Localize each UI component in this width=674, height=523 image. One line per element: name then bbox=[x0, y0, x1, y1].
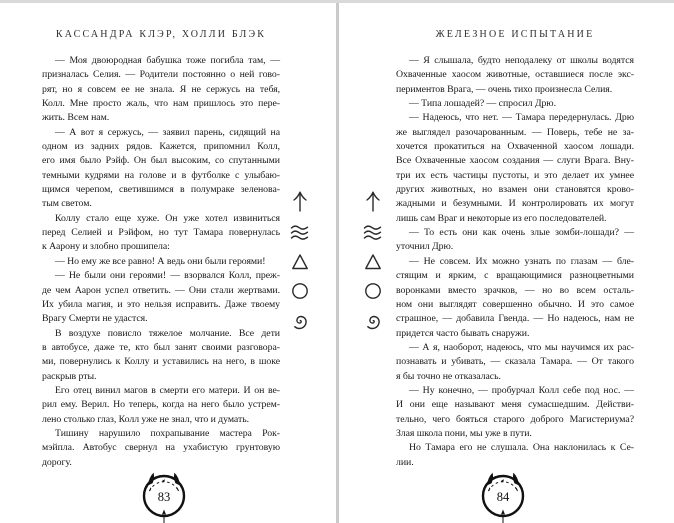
text-line: же выглядел разочарованным. — Поверь, тебе не за- bbox=[396, 126, 634, 138]
text-line: — Я слышала, будто неподалеку от школы водятся bbox=[409, 55, 634, 66]
text-line: дорогу. bbox=[42, 456, 72, 468]
paragraph bbox=[42, 327, 280, 384]
paragraph bbox=[396, 226, 634, 255]
paragraph bbox=[42, 126, 280, 212]
text-line: де чем Аарон успел ответить. — Они стали жертвами. bbox=[42, 284, 280, 296]
text-line: тым светом. bbox=[42, 198, 92, 210]
text-line: я бы точно не отказалась. bbox=[396, 370, 501, 382]
spiral-icon bbox=[289, 311, 311, 331]
paragraph bbox=[396, 255, 634, 341]
text-line: ном они выглядят совершенно обычно. И это самое bbox=[396, 298, 634, 310]
text-line: — Моя двоюродная бабушка тоже погибла там, — bbox=[55, 55, 280, 66]
text-line: его имя было Рэйф. Он был высоким, со спутанными bbox=[42, 155, 280, 167]
text-line: ми, повернулись к Коллу и уставились на него, в шоке bbox=[42, 356, 280, 368]
triangle-icon bbox=[362, 252, 384, 271]
text-line: других животных, но взамен они становятся крово- bbox=[396, 184, 634, 196]
arrow-up-icon bbox=[362, 189, 384, 213]
text-line: Коллу стало еще хуже. Он уже хотел извиниться bbox=[55, 212, 280, 224]
text-line: щимся черепом, светившимся в полумраке зеленова- bbox=[42, 184, 280, 196]
page-number-ornament bbox=[475, 470, 531, 523]
paragraph bbox=[42, 427, 280, 470]
paragraph bbox=[396, 441, 634, 470]
text-line: одном из задних рядов. Кажется, припомнил Колл, bbox=[42, 141, 280, 153]
text-line: Его отец винил магов в смерти его матери. И он ве- bbox=[55, 384, 280, 396]
text-line: хочется прокатиться на Охваченной хаосом лошади. bbox=[396, 141, 634, 153]
text-line: И они еще называют меня сумасшедшим. Действи- bbox=[396, 399, 634, 411]
text-line: перед Селией и Рэйфом, но тут Тамара повернулась bbox=[42, 227, 280, 239]
paragraph bbox=[42, 255, 280, 269]
page-number-ornament bbox=[136, 470, 192, 523]
text-line: придется часто бывать снаружи. bbox=[396, 327, 530, 339]
text-line: воронками вместо зрачков, — но во всем осталь- bbox=[396, 284, 634, 296]
text-line: — Надеюсь, что нет. — Тамара передернулась. Дрю bbox=[409, 112, 634, 124]
text-line: — А я, наоборот, надеюсь, что мы научимся их рас- bbox=[409, 341, 634, 353]
paragraph bbox=[42, 269, 280, 326]
right-page-text bbox=[396, 54, 634, 470]
running-header-title: ЖЕЛЕЗНОЕ ИСПЫТАНИЕ bbox=[435, 29, 595, 40]
text-line: мэйпла. Автобус свернул на ухабистую грунтовую bbox=[42, 442, 280, 454]
circle-icon bbox=[289, 282, 311, 300]
text-line: Но Тамара его не слушала. Она наклонилась к Се- bbox=[409, 442, 634, 454]
text-line: Тишину нарушило похрапывание мастера Рок- bbox=[55, 427, 280, 439]
running-header-author: КАССАНДРА КЛЭР, ХОЛЛИ БЛЭК bbox=[55, 29, 267, 40]
text-line: темными кудрями на голове и в футболке с улыбаю- bbox=[42, 169, 280, 181]
page-divider bbox=[336, 3, 339, 523]
paragraph bbox=[396, 384, 634, 441]
text-line: — А вот я сержусь, — заявил парень, сидящий на bbox=[55, 126, 280, 138]
paragraph bbox=[42, 212, 280, 255]
page-number: 84 bbox=[496, 490, 510, 504]
text-line: три их есть частицы пустоты, и это делает их умнее bbox=[396, 169, 634, 181]
text-line: лишь сам Враг и некоторые из его последователей. bbox=[396, 212, 607, 224]
waves-icon bbox=[362, 224, 384, 241]
waves-icon bbox=[289, 224, 311, 241]
triangle-icon bbox=[289, 252, 311, 271]
page-number: 83 bbox=[157, 490, 171, 504]
circle-icon bbox=[362, 282, 384, 300]
arrow-up-icon bbox=[289, 189, 311, 213]
text-line: — Не совсем. Их можно узнать по глазам — бле- bbox=[409, 255, 634, 267]
text-line: В воздухе повисло тяжелое молчание. Все дети bbox=[55, 327, 280, 339]
text-line: страшное, — добавила Гвенда. — Но надеюсь, нам не bbox=[396, 313, 634, 325]
text-line: Все Охваченные хаосом создания — слуги Врага. Вну- bbox=[396, 155, 634, 167]
paragraph bbox=[396, 97, 634, 111]
text-line: стящим и ярким, с вращающимися разноцветными bbox=[396, 270, 634, 282]
text-line: — Не были они героями! — взорвался Колл, преж- bbox=[55, 270, 280, 282]
text-line: лено столько глаз, Колл уже не знал, что и думать. bbox=[42, 413, 250, 425]
text-line: Врагу Смерти не удастся. bbox=[42, 313, 148, 325]
text-line: к Аарону и злобно прошипела: bbox=[42, 241, 170, 253]
text-line: Злая школа пони, мы уже в пути. bbox=[396, 427, 532, 439]
text-line: призналась Селия. — Родители постоянно о ней гово- bbox=[42, 69, 280, 81]
right-margin-symbols bbox=[362, 189, 384, 342]
spiral-icon bbox=[362, 311, 384, 331]
left-margin-symbols bbox=[289, 189, 311, 342]
paragraph bbox=[396, 111, 634, 226]
text-line: жадными и безумными. И контролировать их могут bbox=[396, 198, 634, 210]
text-line: — Ну конечно, — пробурчал Колл себе под нос. — bbox=[409, 384, 634, 396]
text-line: тельно, чего бояться старого доброго Магистериума? bbox=[396, 413, 634, 425]
text-line: познавать и убивать, — сказала Тамара. — От такого bbox=[396, 356, 634, 368]
paragraph bbox=[42, 54, 280, 126]
text-line: рят, но я совсем ее не знала. Я не сержусь на тебя, bbox=[42, 83, 280, 95]
text-line: — Но ему же все равно! А ведь они были героями! bbox=[55, 255, 266, 267]
paragraph bbox=[396, 341, 634, 384]
text-line: — То есть они как очень злые зомби-лошади? — bbox=[409, 227, 634, 239]
text-line: — Типа лошадей? — спросил Дрю. bbox=[409, 98, 556, 110]
text-line: в автобусе, даже те, кто был занят своими разговора- bbox=[42, 341, 280, 353]
text-line: Колл. Мне просто жаль, что нам пришлось это пере- bbox=[42, 98, 280, 110]
text-line: уточнил Дрю. bbox=[396, 241, 454, 253]
text-line: периментов Врага, — очень тихо произнесла Селия. bbox=[396, 83, 613, 95]
text-line: жить. Всем нам. bbox=[42, 112, 110, 124]
text-line: лии. bbox=[396, 456, 414, 468]
text-line: рил ему. Верил. Но теперь, когда на него было устрем- bbox=[42, 399, 280, 411]
paragraph bbox=[42, 384, 280, 427]
text-line: Их убила магия, и это нельзя исправить. Даже твоему bbox=[42, 298, 280, 310]
left-page-text bbox=[42, 54, 280, 470]
text-line: Охваченные хаосом животные, оставшиеся после экс- bbox=[396, 69, 634, 81]
paragraph bbox=[396, 54, 634, 97]
text-line: раскрыв рты. bbox=[42, 370, 97, 382]
